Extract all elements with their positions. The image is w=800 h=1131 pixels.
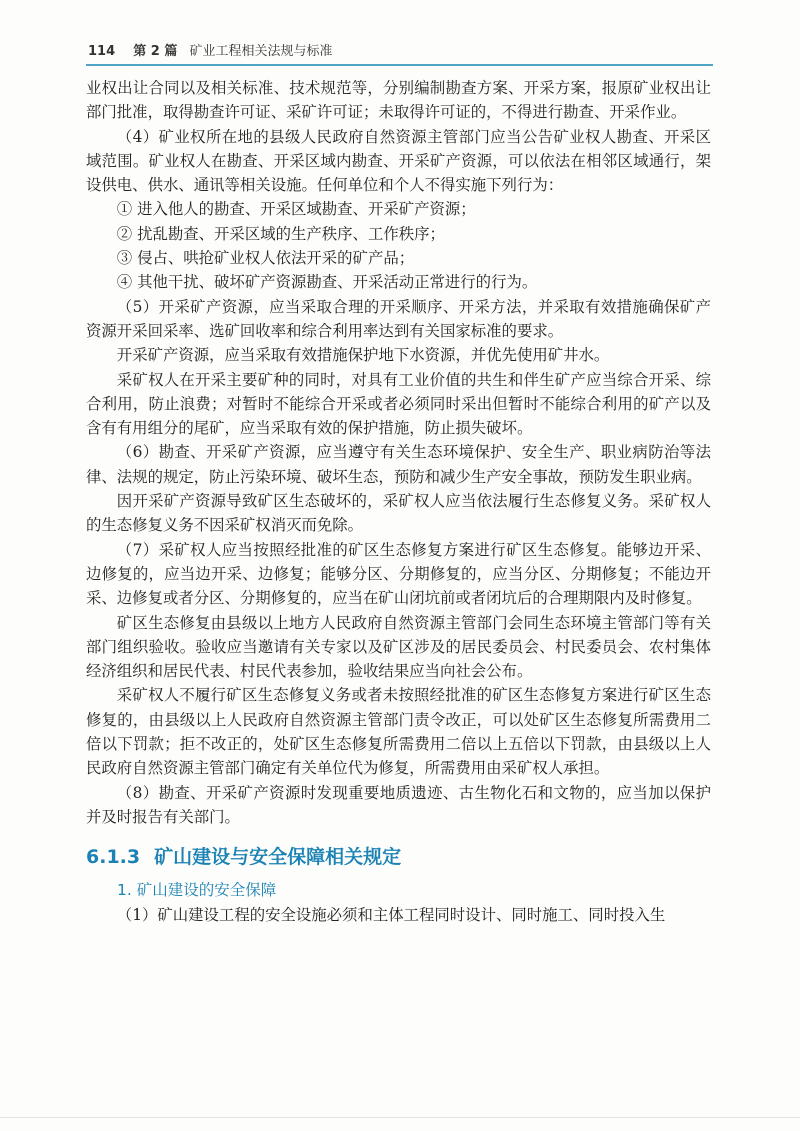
paragraph: 因开采矿产资源导致矿区生态破坏的，采矿权人应当依法履行生态修复义务。采矿权人的生态修复义务不因采矿权消灭而免除。 (86, 492, 711, 535)
subsection-heading: 1. 矿山建设的安全保障 (117, 881, 277, 900)
section-number: 6.1.3 (86, 846, 141, 869)
paragraph: （6）勘查、开采矿产资源，应当遵守有关生态环境保护、安全生产、职业病防治等法律、法规的规定，防止污染环境、破坏生态，预防和减少生产安全事故，预防发生职业病。 (86, 443, 711, 486)
paragraph: 采矿权人在开采主要矿种的同时，对具有工业价值的共生和伴生矿产应当综合开采、综合利用，防止浪费；对暂时不能综合开采或者必须同时采出但暂时不能综合利用的矿产以及含有有用组分的尾矿，应当采取有效的保护措施，防止损失破坏。 (86, 370, 711, 438)
page-number: 114 (88, 44, 116, 59)
page-header (88, 40, 713, 59)
list-item: ① 进入他人的勘查、开采区域勘查、开采矿产资源； (116, 200, 476, 219)
paragraph: （1）矿山建设工程的安全设施必须和主体工程同时设计、同时施工、同时投入生 (116, 906, 666, 925)
chapter-title: 矿业工程相关法规与标准 (189, 44, 333, 59)
paragraph: （7）采矿权人应当按照经批准的矿区生态修复方案进行矿区生态修复。能够边开采、边修复的，应当边开采、边修复；能够分区、分期修复的，应当分区、分期修复；不能边开采、边修复或者分区、分期修复的，应当在矿山闭坑前或者闭坑后的合理期限内及时修复。 (86, 540, 711, 608)
paragraph: 业权出让合同以及相关标准、技术规范等，分别编制勘查方案、开采方案，报原矿业权出让部门批准，取得勘查许可证、采矿许可证；未取得许可证的，不得进行勘查、开采作业。 (86, 79, 711, 122)
bottom-divider (0, 1117, 800, 1118)
header-divider (86, 64, 713, 66)
section-heading (86, 843, 711, 871)
paragraph: 矿区生态修复由县级以上地方人民政府自然资源主管部门会同生态环境主管部门等有关部门组织验收。验收应当邀请有关专家以及矿区涉及的居民委员会、村民委员会、农村集体经济组织和居民代表、村民代表参加，验收结果应当向社会公布。 (86, 613, 711, 681)
paragraph: （4）矿业权所在地的县级人民政府自然资源主管部门应当公告矿业权人勘查、开采区域范围。矿业权人在勘查、开采区域内勘查、开采矿产资源，可以依法在相邻区域通行，架设供电、供水、通讯等相关设施。任何单位和个人不得实施下列行为： (86, 127, 711, 195)
list-item: ④ 其他干扰、破坏矿产资源勘查、开采活动正常进行的行为。 (116, 273, 538, 292)
page-body (86, 76, 711, 928)
list-item: ② 扰乱勘查、开采区域的生产秩序、工作秩序； (116, 224, 445, 243)
paragraph: 开采矿产资源，应当采取有效措施保护地下水资源，并优先使用矿井水。 (116, 346, 610, 365)
list-item: ③ 侵占、哄抢矿业权人依法开采的矿产品； (116, 249, 415, 268)
section-title: 矿山建设与安全保障相关规定 (154, 846, 402, 869)
paragraph: 采矿权人不履行矿区生态修复义务或者未按照经批准的矿区生态修复方案进行矿区生态修复的，由县级以上人民政府自然资源主管部门责令改正，可以处矿区生态修复所需费用二倍以下罚款；拒不改正的，处矿区生态修复所需费用二倍以上五倍以下罚款，由县级以上人民政府自然资源主管部门确定有关单位代为修复，所需费用由采矿权人承担。 (86, 686, 711, 778)
paragraph: （8）勘查、开采矿产资源时发现重要地质遗迹、古生物化石和文物的，应当加以保护并及时报告有关部门。 (86, 783, 711, 826)
paragraph: （5）开采矿产资源，应当采取合理的开采顺序、开采方法，并采取有效措施确保矿产资源开采回采率、选矿回收率和综合利用率达到有关国家标准的要求。 (86, 297, 711, 340)
chapter-label: 第 2 篇 (133, 44, 178, 59)
